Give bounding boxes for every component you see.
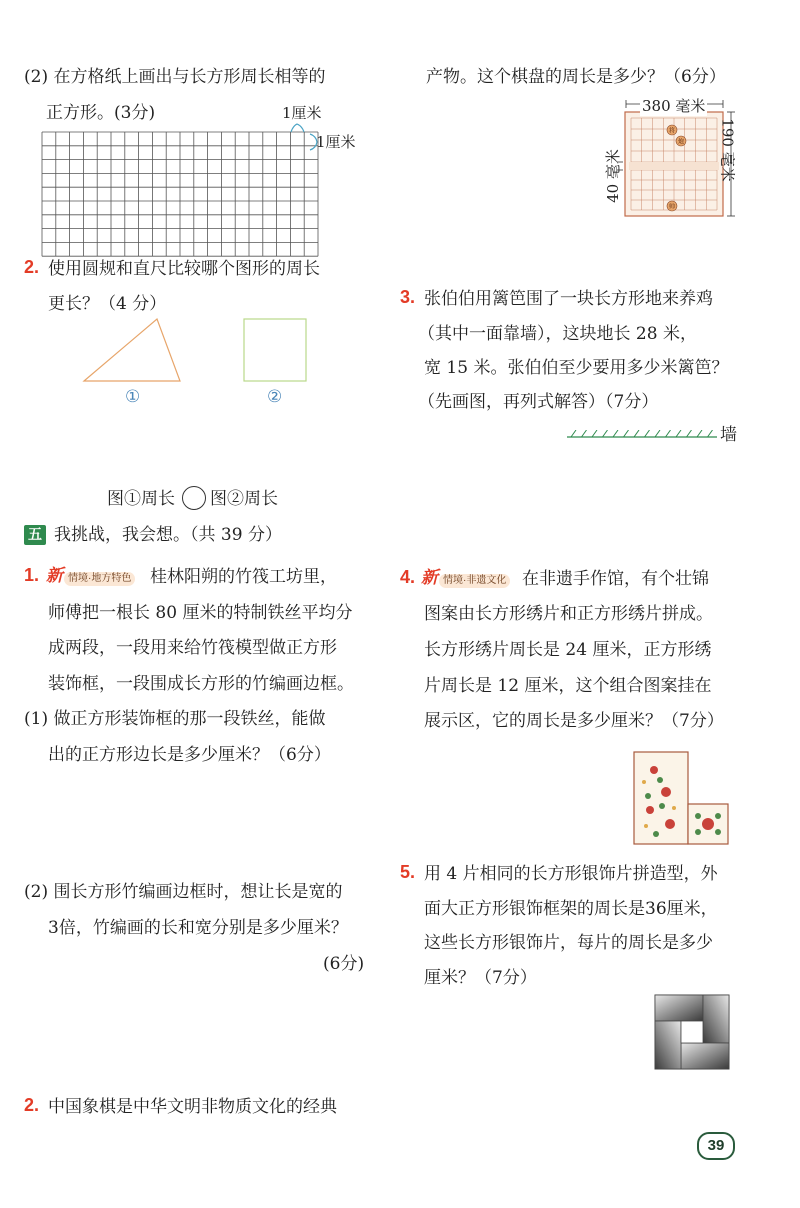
p1-sub1-line2: 出的正方形边长是多少厘米？（6分）	[48, 745, 331, 765]
p4-line2: 图案由长方形绣片和正方形绣片拼成。	[424, 604, 713, 624]
p1-sub2-line2: 3倍，竹编画的长和宽分别是多少厘米？	[48, 918, 348, 938]
wall-label: 墙	[720, 425, 737, 445]
chess-piece-3: 帅	[668, 203, 676, 211]
p5-line1: 用 4 片相同的长方形银饰片拼造型，外	[424, 864, 718, 884]
p4-line3: 长方形绣片周长是 24 厘米，正方形绣	[424, 640, 712, 660]
triangle-figure	[80, 315, 185, 385]
compare-answer-circle[interactable]	[182, 486, 206, 510]
grid-unit-label-right: 1厘米	[316, 133, 356, 151]
p5-line4: 厘米？（7分）	[424, 968, 537, 988]
section-badge: 五	[24, 525, 46, 545]
p3-line4: （先画图，再列式解答）（7分）	[418, 392, 659, 412]
context-tag-2: 情境·非遗文化	[439, 574, 510, 588]
compare-right-text: 图②周长	[210, 489, 278, 509]
q2-part2-line1: (2) 在方格纸上画出与长方形周长相等的	[24, 67, 326, 87]
chess-piece-1: 将	[668, 127, 676, 135]
p5-line3: 这些长方形银饰片，每片的周长是多少	[424, 933, 713, 953]
p4-line4: 片周长是 12 厘米，这个组合图案挂在	[424, 676, 712, 696]
p1-number: 1.	[24, 565, 40, 585]
figure-2-label: ②	[267, 387, 283, 407]
p2-cont-line1: 产物。这个棋盘的周长是多少？（6分）	[426, 67, 726, 87]
page-number: 39	[697, 1132, 735, 1160]
q2-number: 2.	[24, 257, 40, 277]
p1-line1: 桂林阳朔的竹筏工坊里，	[150, 567, 337, 587]
p4-line1: 在非遗手作馆，有个壮锦	[522, 569, 709, 589]
section-title: 我挑战，我会想。（共 39 分）	[54, 525, 282, 545]
chess-dim-right: 190 毫米	[718, 118, 737, 182]
p1-line2: 师傅把一根长 80 厘米的特制铁丝平均分	[48, 603, 353, 623]
p2-line1: 中国象棋是中华文明非物质文化的经典	[48, 1097, 337, 1117]
p1-line4: 装饰框，一段围成长方形的竹编画边框。	[48, 674, 354, 694]
p2-number: 2.	[24, 1095, 40, 1115]
p1-sub2-score: (6分)	[323, 954, 365, 974]
p4-tag	[421, 567, 510, 588]
q2-part2-line2: 正方形。(3分)	[46, 103, 156, 123]
square-grid-paper	[40, 120, 320, 260]
chess-piece-2: 炮	[677, 138, 685, 146]
chess-dim-left: 40 毫米	[603, 149, 622, 203]
p1-sub2-line1: (2) 围长方形竹编画边框时，想让长是宽的	[24, 882, 343, 902]
p1-tag	[46, 565, 135, 586]
new-tag-icon: 新	[46, 565, 63, 586]
grid-unit-label-top: 1厘米	[282, 104, 322, 122]
q2-line2: 更长？（4 分）	[48, 294, 167, 314]
compare-left-text: 图①周长	[107, 489, 175, 509]
figure-1-label: ①	[125, 387, 141, 407]
p3-line1: 张伯伯用篱笆围了一块长方形地来养鸡	[424, 289, 713, 309]
q2-line1: 使用圆规和直尺比较哪个图形的周长	[48, 259, 320, 279]
p5-number: 5.	[400, 862, 416, 882]
p4-number: 4.	[400, 567, 416, 587]
p5-line2: 面大正方形银饰框架的周长是36厘米，	[424, 899, 718, 919]
wall-hatch-line	[567, 430, 717, 438]
p4-line5: 展示区，它的周长是多少厘米？（7分）	[424, 711, 724, 731]
silver-frame-figure	[653, 993, 731, 1071]
brocade-pattern-figure	[632, 750, 734, 848]
square-figure	[240, 315, 310, 385]
p3-number: 3.	[400, 287, 416, 307]
p3-line2: （其中一面靠墙），这块地长 28 米，	[418, 324, 697, 344]
p3-line3: 宽 15 米。张伯伯至少要用多少米篱笆？	[424, 358, 729, 378]
chess-dim-top: 380 毫米	[642, 97, 706, 115]
context-tag: 情境·地方特色	[64, 572, 135, 586]
new-tag-icon-2: 新	[421, 567, 438, 588]
p1-line3: 成两段，一段用来给竹筏模型做正方形	[48, 638, 337, 658]
p1-sub1-line1: (1) 做正方形装饰框的那一段铁丝，能做	[24, 709, 326, 729]
